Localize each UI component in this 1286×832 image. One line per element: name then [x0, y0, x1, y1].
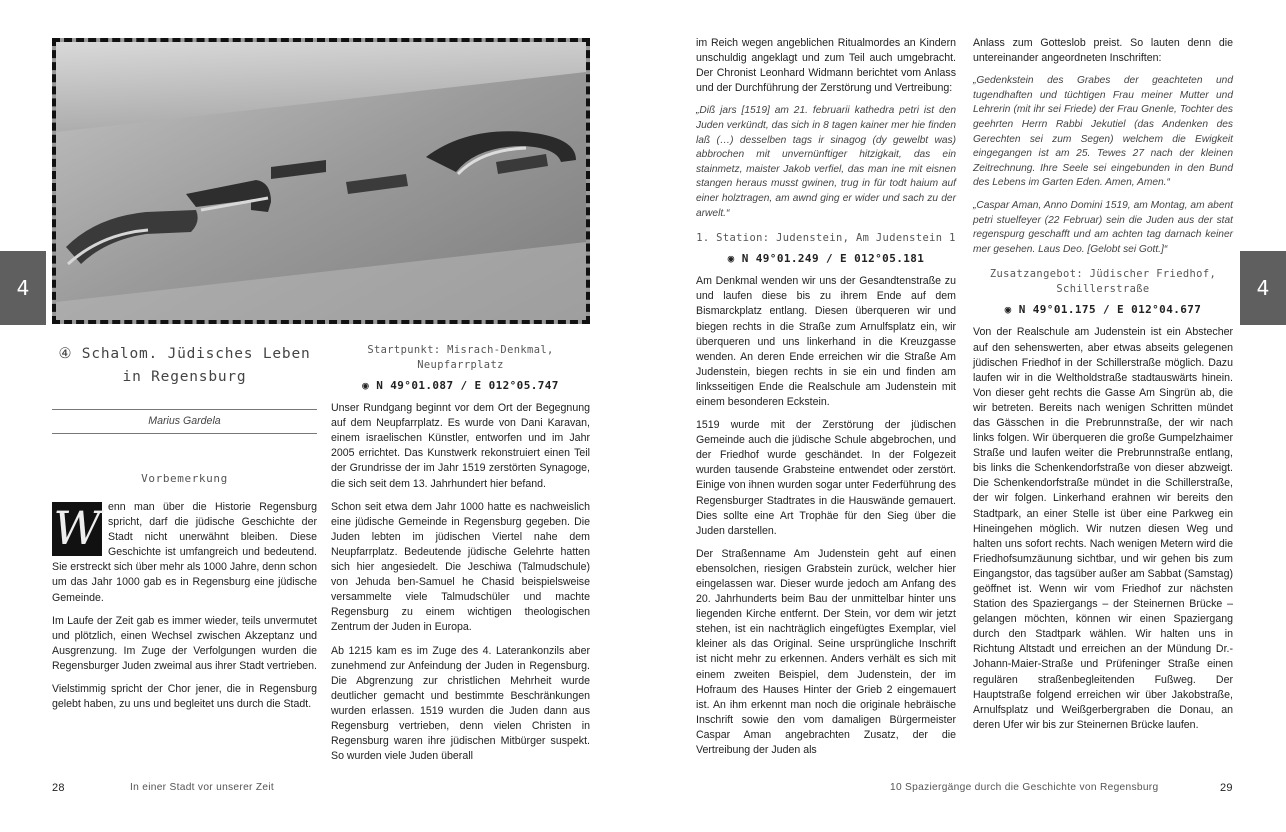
stone-relief-photo [52, 38, 590, 324]
intro-paragraph: W enn man über die Historie Regensburg spricht, darf die jüdische Geschichte der Stadt nicht unerwähnt bleiben. Diese Geschichte ist umfangreich und bedeutend. Sie erstreckt sich über mehr als 1000 Jahre, denn schon um das Jahr 1000 gab es in Regensburg eine jüdische Gemeinde. [52, 501, 317, 604]
chronicle-quote: „Diß jars [1519] am 21. februarii kathedra petri ist den Juden verkündt, das sich in 8 tagen kainer mer hie finden laß (…) desselben tags ir sinagog (dy gewelbt was) abbrochen mit unvernünftiger hitzigkait, das ein stainmetz, maister Jakob verfiel, das man ine mit eisnen stangen heraus musst gwinen, trug in für todt haium auf einer holztragen, am awnd ging er wider und sach zu der arwelt.“ [696, 105, 956, 219]
inscription-quote: „Caspar Aman, Anno Domini 1519, am Montag, am abent petri stuelfeyer (22 Februar) sein die Juden aus der stat regenspurg geschafft und am achten tag darnach keiner mer gesehen. Laus Deo. [Gelobt sei Gott.]“ [973, 199, 1233, 255]
dropcap: W [53, 501, 101, 556]
chapter-tab-left: 4 [0, 251, 46, 325]
left-column-1 [52, 500, 317, 720]
author-rule-top [52, 409, 317, 410]
author-rule-bottom [52, 433, 317, 434]
station1-gps: ◉ N 49°01.249 / E 012°05.181 [727, 252, 925, 266]
extra-heading: Zusatzangebot: Jüdischer Friedhof, Schillerstraße [989, 268, 1217, 296]
paragraph: 1519 wurde mit der Zerstörung der jüdischen Gemeinde auch die jüdische Schule abgebrochen, und der Friedhof wurde geschändet. In der Folgezeit wurden tausende Grabsteine entwendet oder zerstört. Einige von ihnen wurden sogar unter Federführung des Regensburger Stadtrates in die Hauswände gemauert. Dies sollte eine Art Trophäe für den Sieg über die Juden darstellen. [696, 419, 956, 537]
right-column-2 [973, 36, 1233, 741]
author-name: Marius Gardela [148, 415, 221, 427]
chapter-title: ④ Schalom. Jüdisches Leben in Regensburg [58, 346, 311, 385]
paragraph: Der Straßenname Am Judenstein geht auf einen ebensolchen, riesigen Grabstein zurück, welcher hier eingelassen war. Dieser wurde jedoch am Anfang des 20. Jahrhunderts beim Bau der unmittelbar hinter uns liegenden Kirche entfernt. Der Stein, vor dem wir jetzt stehen, ist ein nachträglich eingefügtes Exemplar, viel kleiner als das Original. Seine ursprüngliche Inschrift ist nicht mehr zu erkennen. Anders verhält es sich mit einem zweiten Beispiel, dem Judenstein, der im Hofraum des Hauses Hinter der Grieb 2 eingemauert ist. An ihm erkennt man noch die originale hebräische Inschrift sowie den vom damaligen Bürgermeister Caspar Aman angebrachten Zusatz, der die Vertreibung der Juden als [696, 547, 956, 757]
paragraph: Von der Realschule am Judenstein ist ein Abstecher auf den sehenswerten, aber etwas abseits gelegenen jüdischen Friedhof in der Schillerstraße möglich. Dazu laufen wir in die Weltholdstraße stadtauswärts hinein. Von dieser geht rechts die Gasse Am Singrün ab, die wir betreten. Bereits nach wenigen Schritten mündet das Gässchen in die Prebrunnstraße, der wir nach links folgen. Wir überqueren die große Gumpelzhaimer Straße und laufen weiter die Prebrunnstraße entlang, bis links die Schenkendorfstraße von dieser abzweigt. Die Schenkendorfstraße mündet in die Schillerstraße, der wir folgen. Linkerhand erahnen wir bereits den Stadtpark, an einer Stelle ist über eine Parkweg ein Hineingehen möglich. Wir nutzen diesen Weg und halten uns sofort rechts. Nach wenigen Metern wird die Friedhofsumzäunung sichtbar, und wir gehen bis zum Eingangstor, das tagsüber außer am Sabbat (Samstag) geöffnet ist. Wenn wir vom Friedhof zur nächsten Station des Spaziergangs – der Steinernen Brücke – gelangen möchten, können wir einen Spaziergang durch den Stadtpark wählen. Wir halten uns in Richtung Altstadt und erreichen an der Mündung Dr.-Johann-Maier-Straße und Prüfeninger Straße einen regulären straßenbegleitenden Fußweg. Der Hauptstraße folgend erreichen wir über Jakobstraße, Arnulfsplatz und Weißgerbergraben die Donau, an deren Ufer wir bis zur Steinernen Brücke laufen. [973, 326, 1233, 731]
stone-relief-image [56, 42, 586, 320]
paragraph: Ab 1215 kam es im Zuge des 4. Laterankonzils aber zunehmend zur Anfeindung der Juden in Regensburg. Die Abgrenzung zur christlichen Mehrheit wurde deutlicher gemacht und bestimmte Beschränkungen wurden erlassen. 1519 wurden die Juden dann aus Regensburg vertrieben, denn vielen Christen in Regensburg waren ihre jüdischen Mitbürger suspekt. So wurden viele Juden überall [331, 644, 590, 763]
start-gps: ◉ N 49°01.087 / E 012°05.747 [362, 379, 559, 392]
paragraph: Am Denkmal wenden wir uns der Gesandtenstraße zu und laufen diese bis zu ihrem Ende auf dem Bismarckplatz entlang. Diesen überqueren wir und biegen rechts in die Straße zum Arnulfsplatz ein, wir überqueren und uns linkerhand in die Kreuzgasse wenden. An deren Ende erreichen wir die Straße Am Judenstein, biegen rechts in sie ein und finden am linksseitigen Ende die Realschule am Judenstein mit einem besonderen Eckstein. [696, 275, 956, 408]
station1-heading: 1. Station: Judenstein, Am Judenstein 1 [696, 232, 956, 245]
inscription-quote: „Gedenkstein des Grabes der geachteten und tugendhaften und tüchtigen Frau meiner Mutter und Lehrerin (mit ihr sei Friede) der Frau Gnenle, Tochter des geehrten Herrn Rabbi Jekutiel (das Andenken des Gerechten sei zum Segen) welchem die Ewigkeit eingegangen ist am 25. Tewes 27 nach der kleinen Zeitrechnung. Ihre Seele sei eingebunden in den Bund des Lebens im Garten Eden. Amen, Amen.“ [973, 75, 1233, 189]
footer-title-left: In einer Stadt vor unserer Zeit [130, 782, 275, 793]
paragraph: Anlass zum Gotteslob preist. So lauten denn die untereinander angeordneten Inschriften: [973, 37, 1233, 65]
paragraph: Unser Rundgang beginnt vor dem Ort der Begegnung auf dem Neupfarrplatz. Es wurde von Dani Karavan, einem israelischen Künstler, entworfen und im Jahr 2005 errichtet. Das Kunstwerk rekonstruiert einen Teil der Grundrisse der im Jahr 1519 zerstörten Synagoge, die sich seit dem 13. Jahrhundert hier befand. [331, 402, 590, 490]
right-column-1 [696, 36, 956, 766]
paragraph: im Reich wegen angeblichen Ritualmordes an Kindern unschuldig angeklagt und zum Teil auch umgebracht. Der Chronist Leonhard Widmann berichtet vom Anlass und der Durchführung der Zerstörung und Vertreibung: [696, 37, 956, 95]
chapter-tab-right: 4 [1240, 251, 1286, 325]
vorbemerkung-heading: Vorbemerkung [141, 472, 228, 485]
paragraph: Vielstimmig spricht der Chor jener, die in Regensburg gelebt haben, zu uns und begleitet uns durch die Stadt. [52, 683, 317, 711]
paragraph: Im Laufe der Zeit gab es immer wieder, teils unvermutet und plötzlich, einen Wechsel zwischen Akzeptanz und Ausgrenzung. Im Zuge der Verfolgungen wurden die Regensburger Juden zweimal aus ihrer Stadt vertrieben. [52, 614, 317, 672]
extra-gps: ◉ N 49°01.175 / E 012°04.677 [1004, 303, 1202, 317]
page-number-right: 29 [1220, 782, 1233, 794]
start-heading: Startpunkt: Misrach-Denkmal, Neupfarrplatz [367, 344, 554, 371]
footer-title-right: 10 Spaziergänge durch die Geschichte von Regensburg [890, 782, 1159, 793]
page-number-left: 28 [52, 782, 65, 794]
left-column-2 [331, 343, 590, 772]
paragraph: Schon seit etwa dem Jahr 1000 hatte es nachweislich eine jüdische Gemeinde in Regensburg gegeben. Die Juden lebten im jüdischen Viertel nahe dem Neupfarrplatz. Bedeutende jüdische Gelehrte hatten sich hier angesiedelt. Die Jeschiwa (Talmudschule) von Jehuda ben-Samuel he Chasid beispielsweise versammelte viele Talmudschüler und machte Regensburg zu einem wichtigen theologischen Zentrum der Juden in Europa. [331, 500, 590, 634]
